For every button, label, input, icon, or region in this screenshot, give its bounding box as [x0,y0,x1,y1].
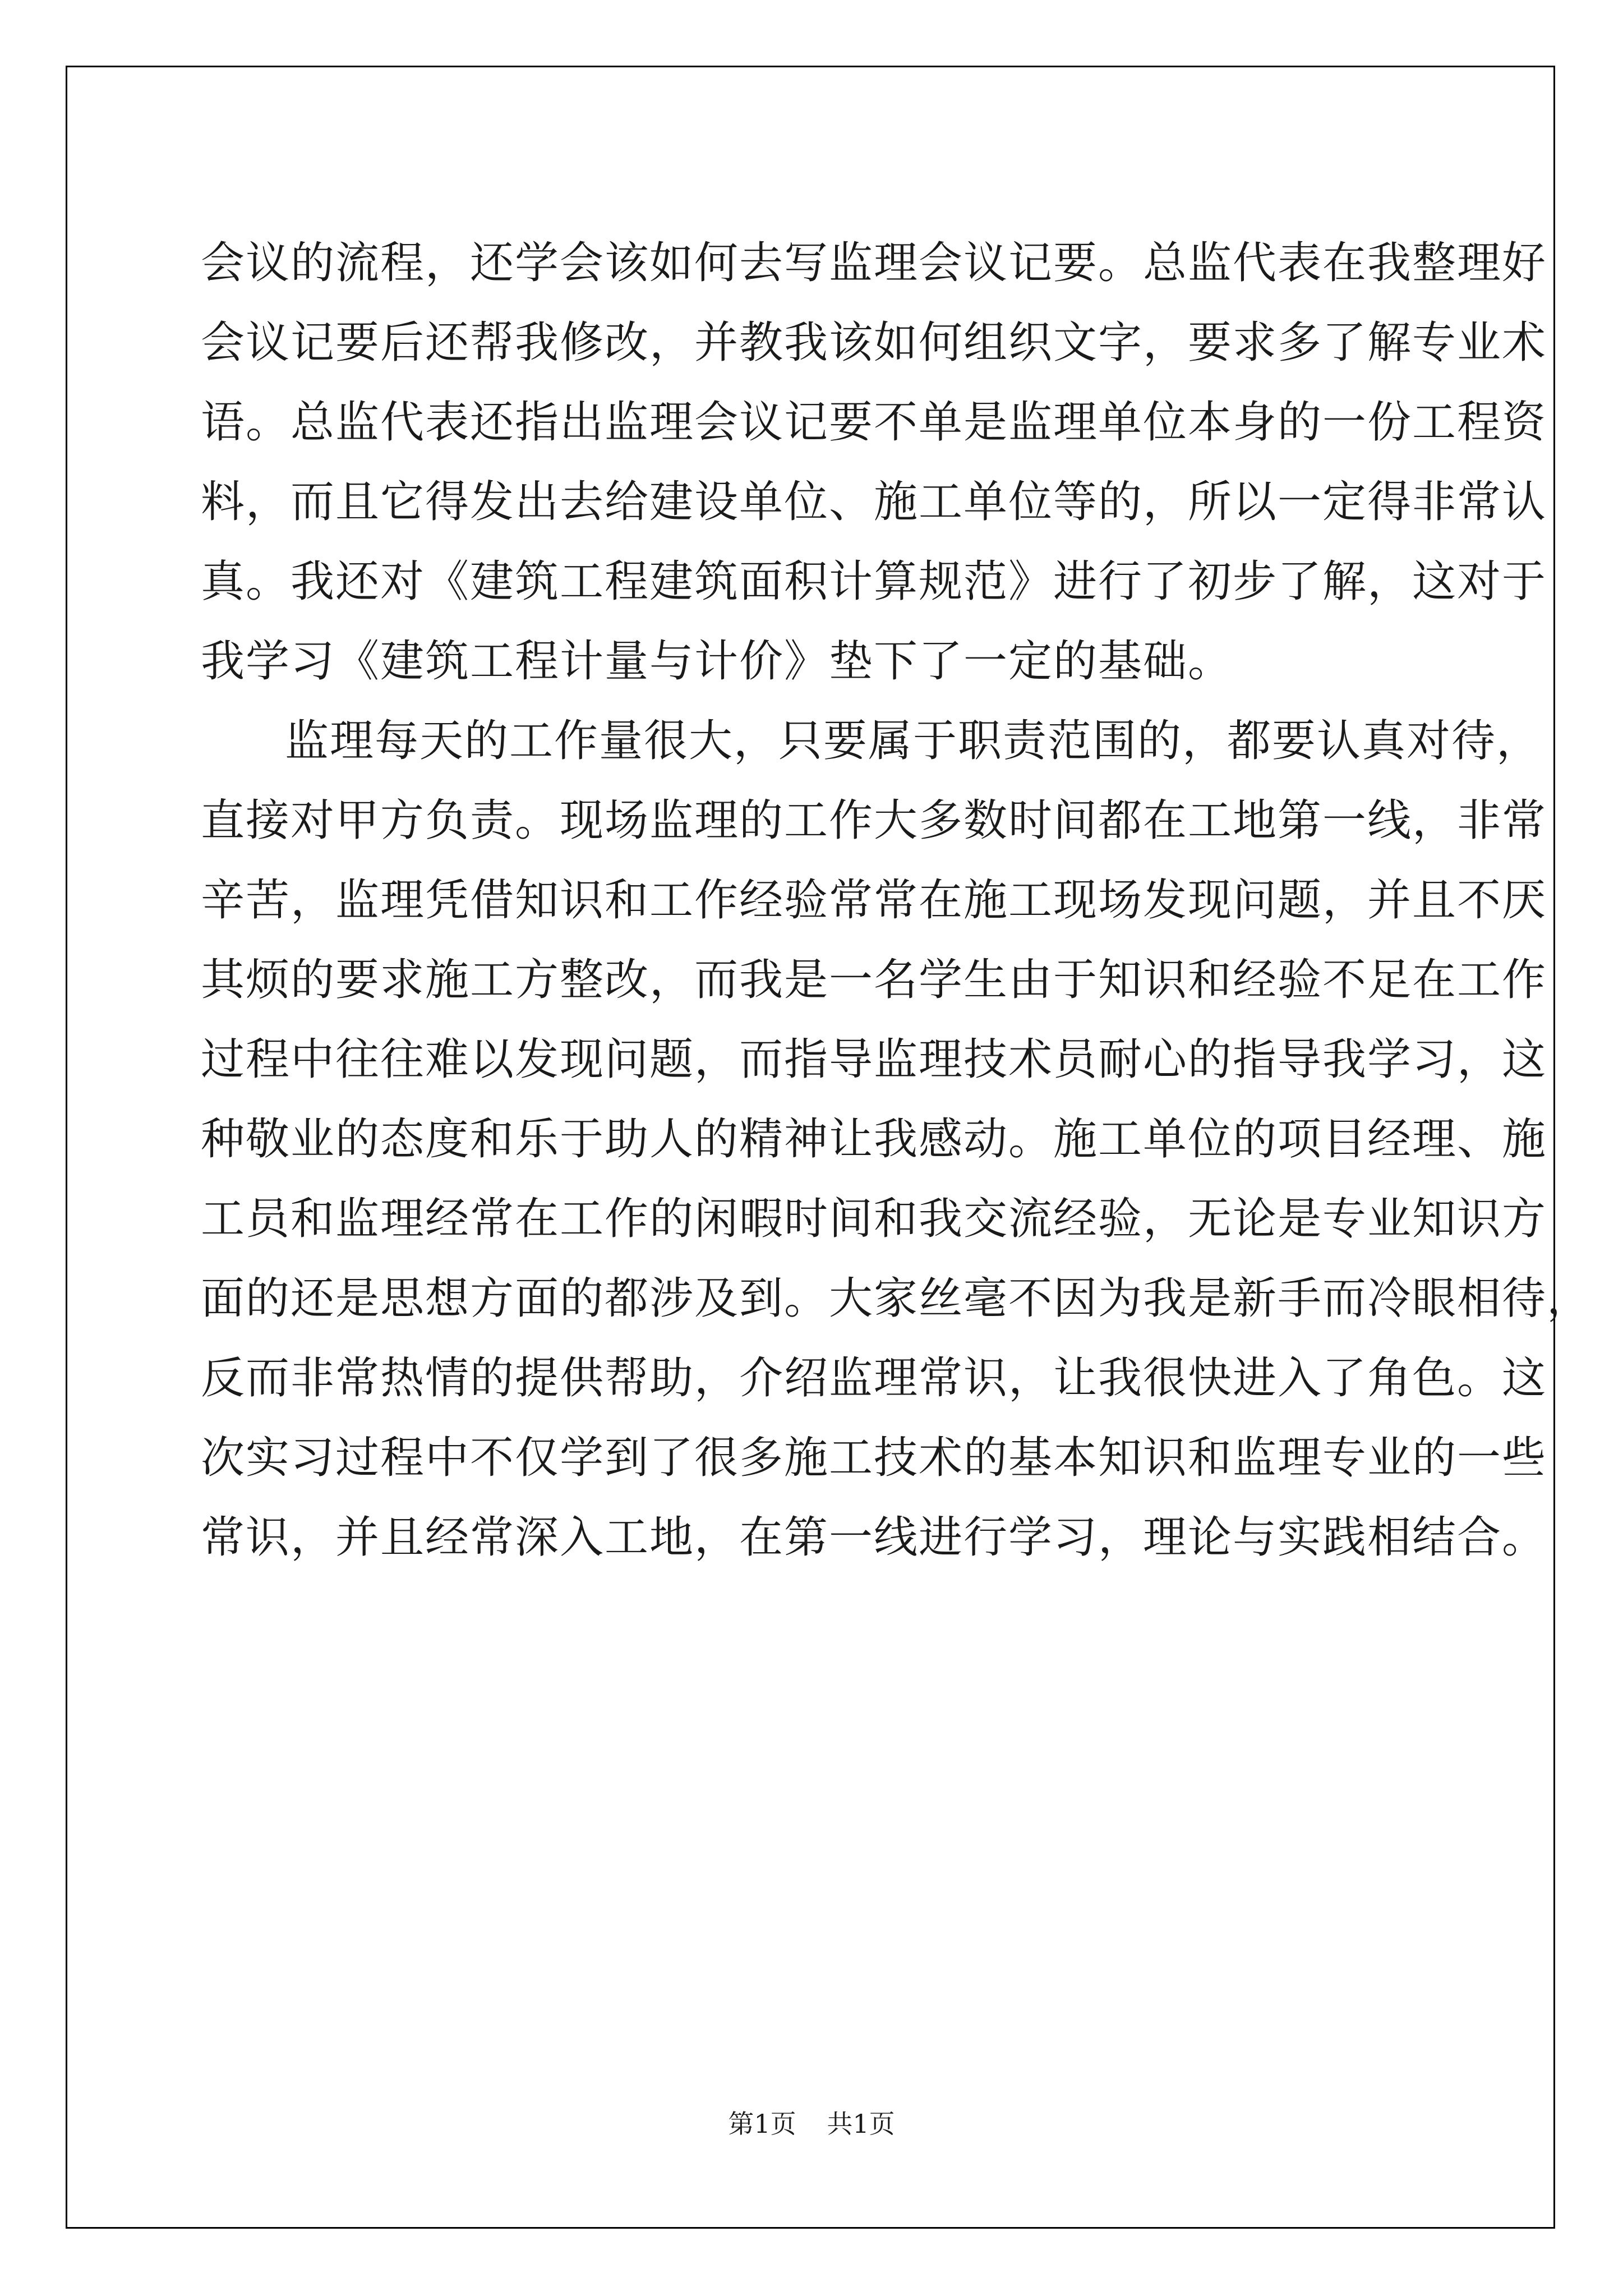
paragraph-2-line-6: 种敬业的态度和乐于助人的精神让我感动。施工单位的项目经理、施 [201,1114,1547,1165]
paragraph-2-line-5: 过程中往往难以发现问题，而指导监理技术员耐心的指导我学习，这 [201,1034,1547,1085]
page-footer [0,2104,1623,2141]
paragraph-1-line-3: 语。总监代表还指出监理会议记要不单是监理单位本身的一份工程资 [201,397,1547,448]
paragraph-2-line-11: 常识，并且经常深入工地，在第一线进行学习，理论与实践相结合。 [201,1512,1547,1563]
paragraph-1-line-2: 会议记要后还帮我修改，并教我该如何组织文字，要求多了解专业术 [201,318,1547,368]
paragraph-1-line-6: 我学习《建筑工程计量与计价》垫下了一定的基础。 [201,636,1233,687]
page-number: 第1页 [728,2109,796,2139]
paragraph-1-line-1: 会议的流程，还学会该如何去写监理会议记要。总监代表在我整理好 [201,238,1547,288]
paragraph-2-line-9: 反而非常热情的提供帮助，介绍监理常识，让我很快进入了角色。这 [201,1353,1547,1404]
paragraph-1-line-4: 料，而且它得发出去给建设单位、施工单位等的，所以一定得非常认 [201,477,1547,527]
paragraph-2-line-3: 辛苦，监理凭借知识和工作经验常常在施工现场发现问题，并且不厌 [201,875,1547,926]
paragraph-2-line-1: 监理每天的工作量很大，只要属于职责范围的，都要认真对待， [285,716,1542,766]
paragraph-2-line-7: 工员和监理经常在工作的闲暇时间和我交流经验，无论是专业知识方 [201,1194,1547,1244]
paragraph-2-line-8: 面的还是思想方面的都涉及到。大家丝毫不因为我是新手而冷眼相待， [201,1273,1592,1324]
paragraph-1-line-5: 真。我还对《建筑工程建筑面积计算规范》进行了初步了解，这对于 [201,556,1547,607]
page-total: 共1页 [827,2109,895,2139]
paragraph-2-line-4: 其烦的要求施工方整改，而我是一名学生由于知识和经验不足在工作 [201,955,1547,1005]
document-body [201,223,1592,1577]
paragraph-2-line-10: 次实习过程中不仅学到了很多施工技术的基本知识和监理专业的一些 [201,1433,1547,1483]
paragraph-2-line-2: 直接对甲方负责。现场监理的工作大多数时间都在工地第一线，非常 [201,795,1547,846]
